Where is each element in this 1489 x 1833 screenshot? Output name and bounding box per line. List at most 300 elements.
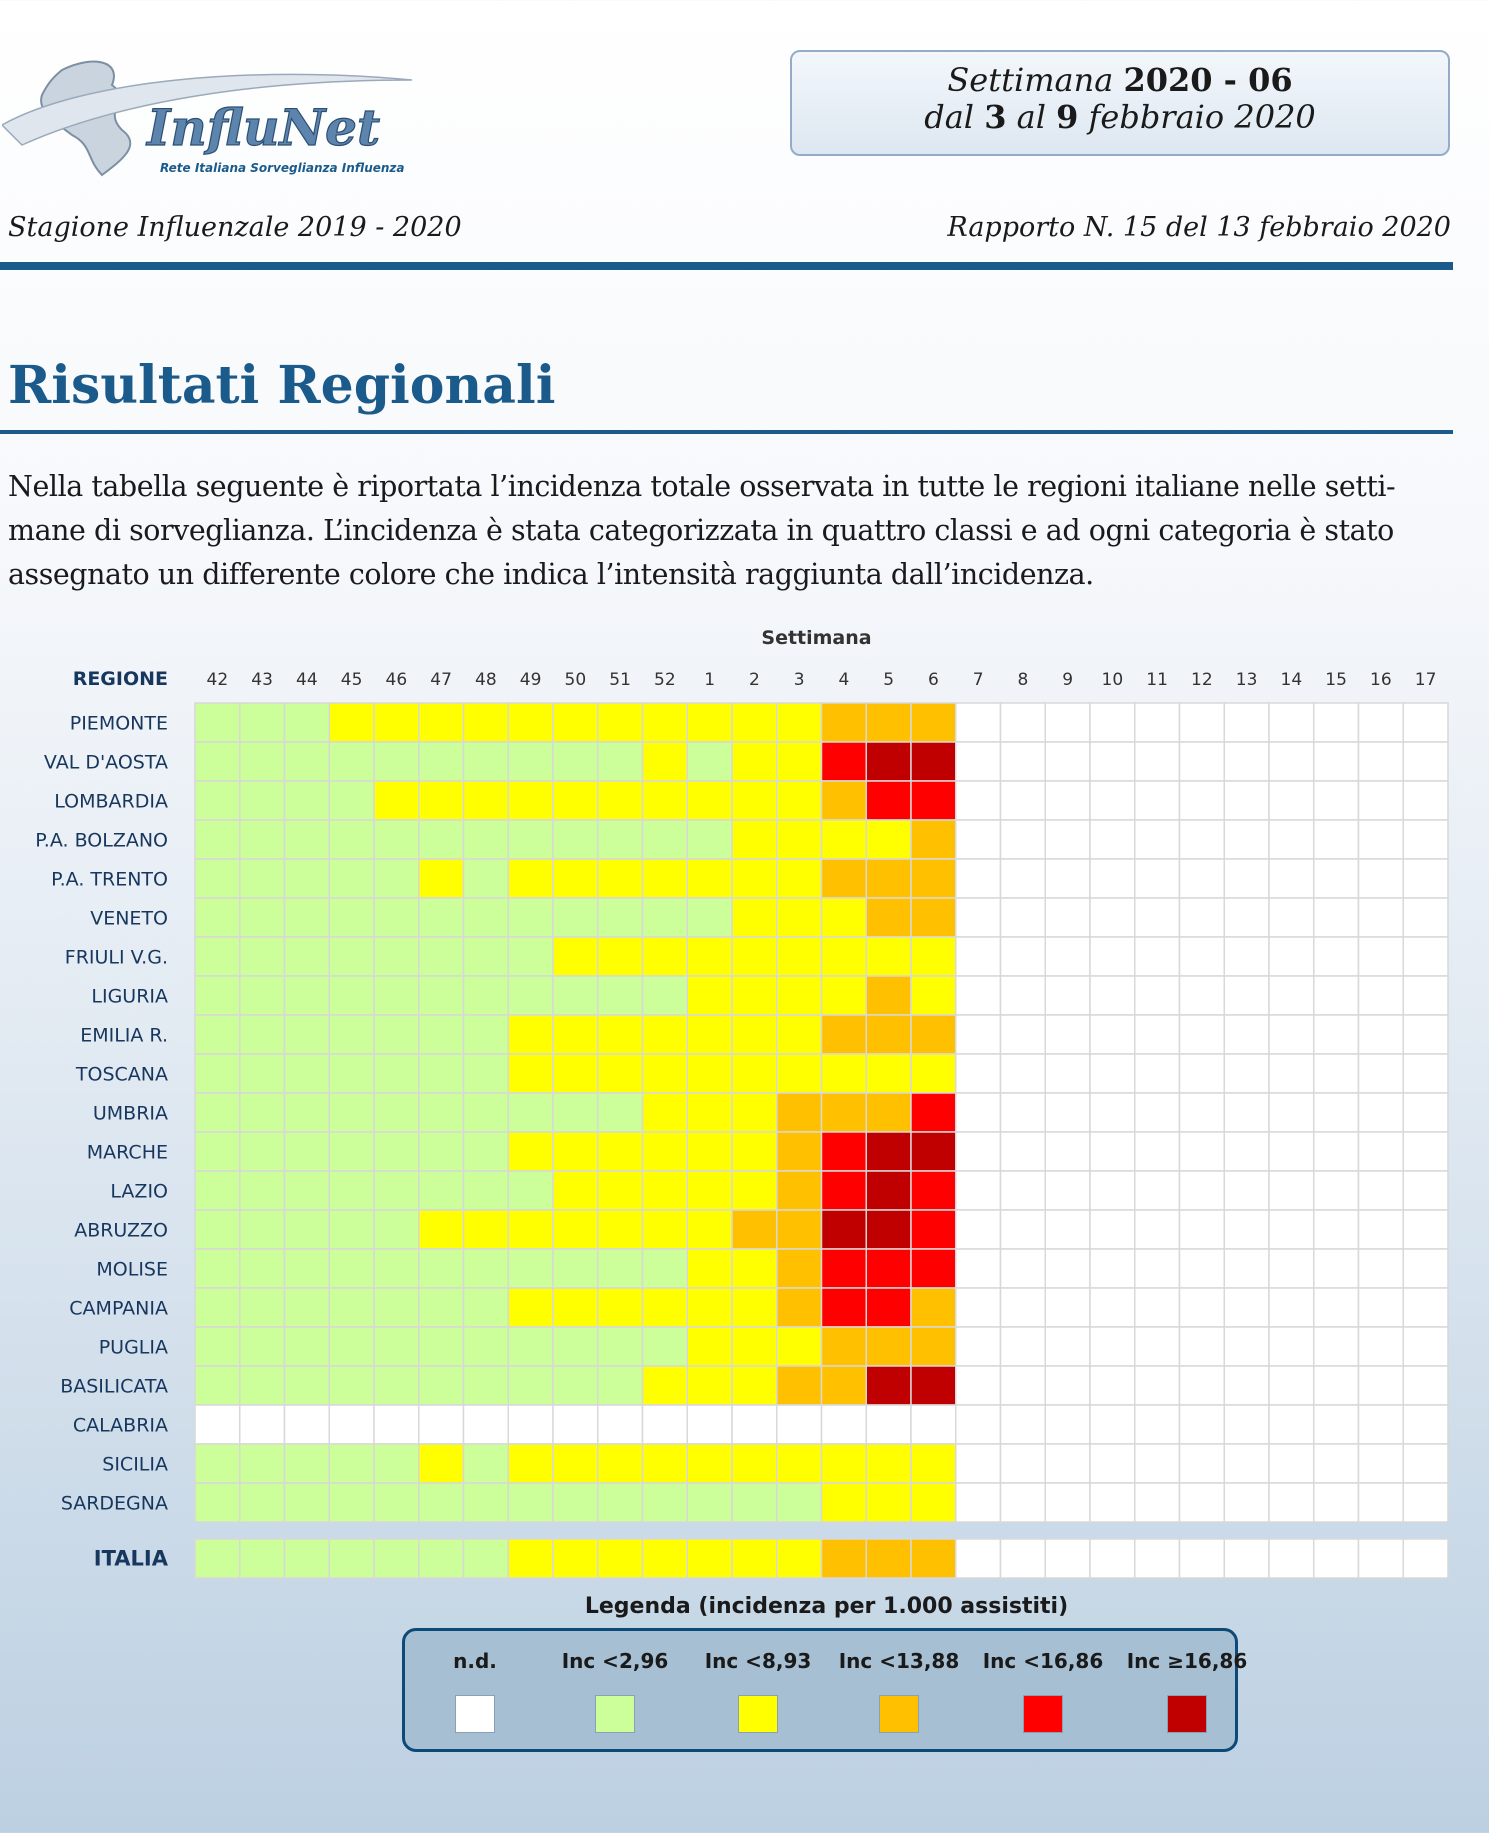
heatmap-cell: [956, 1210, 1001, 1249]
heatmap-cell: [956, 742, 1001, 781]
heatmap-cell: [866, 1093, 911, 1132]
week-label: 6: [927, 670, 939, 690]
heatmap-cell: [1001, 937, 1046, 976]
heatmap-cell: [1045, 1249, 1090, 1288]
heatmap-cell: [1224, 1015, 1269, 1054]
heatmap-cell: [866, 820, 911, 859]
heatmap-cell: [643, 976, 688, 1015]
heatmap-cell: [643, 1539, 688, 1578]
heatmap-cell: [329, 1210, 374, 1249]
heatmap-cell: [1045, 1054, 1090, 1093]
heatmap-cell: [911, 1366, 956, 1405]
heatmap-cell: [419, 703, 464, 742]
heatmap-cell: [1403, 1015, 1448, 1054]
heatmap-cell: [508, 859, 553, 898]
heatmap-cell: [687, 742, 732, 781]
heatmap-cell: [777, 820, 822, 859]
heatmap-cell: [956, 1327, 1001, 1366]
heatmap-cell: [464, 1171, 509, 1210]
heatmap-cell: [553, 1210, 598, 1249]
heatmap-cell: [866, 1539, 911, 1578]
week-label: 47: [430, 670, 452, 690]
heatmap-cell: [464, 1132, 509, 1171]
heatmap-cell: [464, 1327, 509, 1366]
heatmap-cell: [508, 937, 553, 976]
influnet-logo: [2, 50, 422, 190]
heatmap-cell: [419, 937, 464, 976]
heatmap-cell: [1180, 781, 1225, 820]
heatmap-cell: [464, 859, 509, 898]
heatmap-cell: [1090, 703, 1135, 742]
heatmap-cell: [374, 1444, 419, 1483]
heatmap-cell: [866, 937, 911, 976]
heatmap-cell: [911, 781, 956, 820]
region-label: PUGLIA: [98, 1336, 168, 1359]
heatmap-cell: [598, 1483, 643, 1522]
heatmap-cell: [195, 703, 240, 742]
heatmap-cell: [822, 1444, 867, 1483]
heatmap-cell: [464, 898, 509, 937]
heatmap-cell: [195, 1015, 240, 1054]
row-header: REGIONE: [72, 668, 168, 690]
heatmap-cell: [911, 1327, 956, 1366]
heatmap-cell: [1001, 976, 1046, 1015]
heatmap-cell: [1224, 937, 1269, 976]
heatmap-cell: [1269, 1249, 1314, 1288]
heatmap-cell: [1001, 820, 1046, 859]
heatmap-cell: [508, 703, 553, 742]
heatmap-cell: [1269, 1327, 1314, 1366]
heatmap-cell: [732, 1288, 777, 1327]
week-label: 1: [704, 670, 716, 690]
heatmap-cell: [419, 820, 464, 859]
heatmap-cell: [1224, 1366, 1269, 1405]
heatmap-cell: [643, 1249, 688, 1288]
brand-subtitle: Rete Italiana Sorveglianza Influenza: [160, 161, 405, 175]
heatmap-cell: [598, 1405, 643, 1444]
heatmap-cell: [553, 1327, 598, 1366]
heatmap-cell: [1180, 859, 1225, 898]
heatmap-cell: [1269, 937, 1314, 976]
heatmap-cell: [1314, 1327, 1359, 1366]
week-label: 10: [1101, 670, 1124, 690]
week-label: 3: [793, 670, 805, 690]
heatmap-cell: [732, 1327, 777, 1366]
heatmap-cell: [374, 742, 419, 781]
heatmap-cell: [956, 1132, 1001, 1171]
heatmap-cell: [1135, 1249, 1180, 1288]
heatmap-cell: [1090, 820, 1135, 859]
heatmap-cell: [687, 820, 732, 859]
heatmap-cell: [508, 1444, 553, 1483]
heatmap-cell: [195, 859, 240, 898]
heatmap-cell: [822, 1015, 867, 1054]
heatmap-cell: [1045, 859, 1090, 898]
heatmap-cell: [1359, 1327, 1404, 1366]
heatmap-cell: [553, 742, 598, 781]
heatmap-cell: [1314, 742, 1359, 781]
region-label: EMILIA R.: [80, 1024, 168, 1047]
heatmap-cell: [687, 859, 732, 898]
heatmap-cell: [1224, 781, 1269, 820]
heatmap-cell: [1001, 703, 1046, 742]
heatmap-cell: [956, 703, 1001, 742]
heatmap-cell: [598, 742, 643, 781]
heatmap-cell: [195, 1132, 240, 1171]
heatmap-cell: [553, 1288, 598, 1327]
heatmap-cell: [732, 898, 777, 937]
heatmap-cell: [643, 1405, 688, 1444]
heatmap-cell: [240, 1132, 285, 1171]
heatmap-cell: [1045, 937, 1090, 976]
heatmap-cell: [598, 898, 643, 937]
heatmap-cell: [643, 1132, 688, 1171]
heatmap-cell: [1269, 1405, 1314, 1444]
heatmap-cell: [956, 1015, 1001, 1054]
heatmap-cell: [777, 1483, 822, 1522]
heatmap-cell: [822, 1483, 867, 1522]
heatmap-cell: [911, 859, 956, 898]
heatmap-cell: [822, 1249, 867, 1288]
heatmap-cell: [1359, 820, 1404, 859]
heatmap-cell: [956, 820, 1001, 859]
heatmap-cell: [553, 1539, 598, 1578]
legend-swatch: [738, 1695, 778, 1733]
heatmap-cell: [1314, 1171, 1359, 1210]
heatmap-cell: [1359, 1054, 1404, 1093]
heatmap-cell: [195, 976, 240, 1015]
heatmap-cell: [285, 859, 330, 898]
heatmap-cell: [553, 1249, 598, 1288]
legend-label: Inc <16,86: [982, 1649, 1104, 1673]
heatmap-cell: [956, 937, 1001, 976]
heatmap-cell: [866, 703, 911, 742]
heatmap-cell: [643, 1483, 688, 1522]
heatmap-cell: [1359, 976, 1404, 1015]
heatmap-cell: [822, 1171, 867, 1210]
heatmap-cell: [464, 1093, 509, 1132]
heatmap-cell: [464, 1054, 509, 1093]
heatmap-cell: [553, 1171, 598, 1210]
heatmap-cell: [285, 1444, 330, 1483]
total-row-label: ITALIA: [93, 1546, 168, 1571]
heatmap-cell: [1314, 1132, 1359, 1171]
heatmap-cell: [195, 820, 240, 859]
heatmap-cell: [285, 1015, 330, 1054]
heatmap-cell: [508, 1483, 553, 1522]
heatmap-cell: [777, 859, 822, 898]
heatmap-cell: [1314, 1483, 1359, 1522]
heatmap-cell: [822, 859, 867, 898]
heatmap-cell: [866, 1210, 911, 1249]
heatmap-cell: [866, 742, 911, 781]
heatmap-cell: [508, 1210, 553, 1249]
heatmap-cell: [643, 1054, 688, 1093]
heatmap-cell: [1090, 1539, 1135, 1578]
heatmap-cell: [419, 1483, 464, 1522]
heatmap-cell: [1314, 1288, 1359, 1327]
heatmap-cell: [956, 1539, 1001, 1578]
heatmap-cell: [1314, 1539, 1359, 1578]
heatmap-cell: [374, 1366, 419, 1405]
heatmap-cell: [732, 937, 777, 976]
region-label: UMBRIA: [92, 1102, 168, 1125]
heatmap-cell: [285, 976, 330, 1015]
heatmap-cell: [1045, 1539, 1090, 1578]
heatmap-cell: [1135, 1054, 1180, 1093]
legend: [402, 1628, 1248, 1752]
heatmap-cell: [1359, 937, 1404, 976]
heatmap-cell: [553, 1405, 598, 1444]
heatmap-cell: [285, 742, 330, 781]
heatmap-cell: [1001, 742, 1046, 781]
heatmap-cell: [195, 1054, 240, 1093]
heatmap-cell: [1090, 1366, 1135, 1405]
heatmap-cell: [195, 1539, 240, 1578]
heatmap-cell: [508, 1171, 553, 1210]
heatmap-cell: [956, 1171, 1001, 1210]
heatmap-cell: [1403, 1093, 1448, 1132]
heatmap-cell: [866, 1483, 911, 1522]
heatmap-cell: [1001, 781, 1046, 820]
heatmap-cell: [195, 1483, 240, 1522]
heatmap-cell: [1180, 1093, 1225, 1132]
heatmap-cell: [1403, 703, 1448, 742]
week-label: 43: [251, 670, 273, 690]
heatmap-cell: [687, 976, 732, 1015]
heatmap-cell: [419, 859, 464, 898]
heatmap-cell: [1224, 820, 1269, 859]
heatmap-cell: [1359, 1288, 1404, 1327]
heatmap-cell: [464, 1249, 509, 1288]
heatmap-cell: [374, 820, 419, 859]
heatmap-cell: [598, 781, 643, 820]
heatmap-cell: [1180, 1539, 1225, 1578]
heatmap-cell: [419, 1171, 464, 1210]
heatmap-cell: [195, 937, 240, 976]
heatmap-cell: [240, 976, 285, 1015]
chart-title: Settimana: [761, 627, 872, 649]
heatmap-cell: [911, 898, 956, 937]
heatmap-cell: [1403, 1483, 1448, 1522]
heatmap-cell: [374, 859, 419, 898]
heatmap-cell: [1224, 898, 1269, 937]
heatmap-cell: [1314, 937, 1359, 976]
heatmap-cell: [911, 1539, 956, 1578]
report-label: Rapporto N. 15 del 13 febbraio 2020: [947, 212, 1451, 243]
heatmap-cell: [374, 1405, 419, 1444]
heatmap-cell: [1359, 781, 1404, 820]
heatmap-cell: [866, 1366, 911, 1405]
heatmap-cell: [419, 781, 464, 820]
heatmap-cell: [732, 1171, 777, 1210]
heatmap-cell: [419, 1093, 464, 1132]
heatmap-cell: [553, 781, 598, 820]
heatmap-cell: [1180, 1444, 1225, 1483]
heatmap-cell: [1045, 1366, 1090, 1405]
heatmap-cell: [374, 1288, 419, 1327]
heatmap-cell: [329, 820, 374, 859]
heatmap-cell: [240, 1093, 285, 1132]
heatmap-cell: [1403, 1210, 1448, 1249]
heatmap-cell: [1180, 1405, 1225, 1444]
heatmap-cell: [1090, 1483, 1135, 1522]
week-label: 11: [1146, 670, 1168, 690]
heatmap-cell: [240, 703, 285, 742]
heatmap-cell: [732, 1210, 777, 1249]
heatmap-cell: [1359, 1405, 1404, 1444]
heatmap-cell: [195, 1210, 240, 1249]
heatmap-cell: [508, 1015, 553, 1054]
heatmap-cell: [598, 1171, 643, 1210]
heatmap-cell: [1045, 976, 1090, 1015]
heatmap-cell: [464, 820, 509, 859]
heatmap-cell: [553, 1093, 598, 1132]
heatmap-cell: [732, 1483, 777, 1522]
heatmap-cell: [1090, 1405, 1135, 1444]
legend-swatch: [1023, 1695, 1063, 1733]
heatmap-cell: [822, 703, 867, 742]
heatmap-cell: [1001, 1366, 1046, 1405]
heatmap-cell: [1359, 1444, 1404, 1483]
heatmap-cell: [464, 1366, 509, 1405]
heatmap-cell: [1135, 1132, 1180, 1171]
week-label: 5: [883, 670, 895, 690]
heatmap-cell: [464, 1015, 509, 1054]
heatmap-cell: [911, 1171, 956, 1210]
heatmap-cell: [1224, 1132, 1269, 1171]
heatmap-cell: [598, 1249, 643, 1288]
heatmap-cell: [240, 1539, 285, 1578]
heatmap-cell: [1001, 898, 1046, 937]
heatmap-cell: [1180, 1171, 1225, 1210]
heatmap-cell: [1269, 859, 1314, 898]
heatmap-cell: [911, 937, 956, 976]
heatmap-cell: [777, 976, 822, 1015]
heatmap-cell: [956, 1366, 1001, 1405]
heatmap-cell: [329, 859, 374, 898]
week-label: 17: [1414, 670, 1437, 690]
heatmap-cell: [464, 1539, 509, 1578]
heatmap-cell: [374, 1483, 419, 1522]
heatmap-cell: [419, 1015, 464, 1054]
heatmap-cell: [822, 1405, 867, 1444]
heatmap-cell: [777, 898, 822, 937]
heatmap-cell: [598, 1444, 643, 1483]
heatmap-cell: [508, 1327, 553, 1366]
heatmap-cell: [732, 1366, 777, 1405]
heatmap-cell: [1314, 781, 1359, 820]
heatmap-cell: [911, 820, 956, 859]
heatmap-cell: [240, 937, 285, 976]
heatmap-cell: [508, 1405, 553, 1444]
heatmap-cell: [464, 1210, 509, 1249]
heatmap-cell: [1224, 703, 1269, 742]
heatmap-cell: [1135, 976, 1180, 1015]
heatmap-cell: [285, 1054, 330, 1093]
heatmap-cell: [1403, 1249, 1448, 1288]
heatmap-cell: [687, 1539, 732, 1578]
heatmap-cell: [1269, 1054, 1314, 1093]
heatmap-cell: [1045, 1132, 1090, 1171]
week-label: 42: [206, 670, 229, 690]
heatmap-cell: [1224, 1093, 1269, 1132]
heatmap-cell: [598, 937, 643, 976]
heatmap-cell: [643, 1366, 688, 1405]
heatmap-cell: [598, 1015, 643, 1054]
heatmap-cell: [419, 1539, 464, 1578]
heatmap-cell: [329, 1132, 374, 1171]
heatmap-cell: [419, 1132, 464, 1171]
heatmap-cell: [508, 898, 553, 937]
heatmap-cell: [553, 1054, 598, 1093]
heatmap-cell: [1269, 1015, 1314, 1054]
heatmap-cell: [643, 1210, 688, 1249]
heatmap-cell: [1045, 1093, 1090, 1132]
heatmap-cell: [508, 742, 553, 781]
heatmap-cell: [240, 1366, 285, 1405]
heatmap-cell: [1090, 1210, 1135, 1249]
heatmap-cell: [777, 1249, 822, 1288]
heatmap-cell: [687, 1132, 732, 1171]
heatmap-cell: [1135, 1288, 1180, 1327]
legend-item: [829, 1649, 969, 1733]
region-label: BASILICATA: [60, 1375, 168, 1398]
heatmap-cell: [464, 937, 509, 976]
heatmap-cell: [329, 1015, 374, 1054]
heatmap-cell: [240, 1249, 285, 1288]
heatmap-cell: [285, 1327, 330, 1366]
heatmap-cell: [822, 1132, 867, 1171]
heatmap-cell: [911, 1249, 956, 1288]
heatmap-cell: [329, 1249, 374, 1288]
heatmap-cell: [598, 703, 643, 742]
heatmap-cell: [419, 1366, 464, 1405]
legend-item: [545, 1649, 685, 1733]
heatmap-cell: [643, 820, 688, 859]
heatmap-cell: [285, 820, 330, 859]
heatmap-cell: [777, 742, 822, 781]
heatmap-cell: [240, 1288, 285, 1327]
heatmap-cell: [1269, 1483, 1314, 1522]
heatmap-cell: [1224, 1444, 1269, 1483]
heatmap-cell: [1359, 1210, 1404, 1249]
heatmap-cell: [240, 1327, 285, 1366]
heatmap-cell: [285, 1171, 330, 1210]
heatmap-cell: [1269, 820, 1314, 859]
heatmap-cell: [553, 937, 598, 976]
heatmap-cell: [1135, 781, 1180, 820]
heatmap-cell: [598, 820, 643, 859]
heatmap-cell: [1403, 859, 1448, 898]
heatmap-cell: [598, 1366, 643, 1405]
heatmap-cell: [1045, 820, 1090, 859]
heatmap-cell: [374, 1015, 419, 1054]
heatmap-cell: [195, 1327, 240, 1366]
heatmap-cell: [1269, 1093, 1314, 1132]
heatmap-cell: [1135, 742, 1180, 781]
heatmap-cell: [598, 1288, 643, 1327]
heatmap-cell: [195, 1288, 240, 1327]
heatmap-cell: [1001, 1539, 1046, 1578]
heatmap-cell: [687, 1171, 732, 1210]
heatmap-cell: [643, 1327, 688, 1366]
heatmap-cell: [956, 976, 1001, 1015]
heatmap-cell: [1180, 898, 1225, 937]
heatmap-cell: [822, 820, 867, 859]
heatmap-cell: [1045, 781, 1090, 820]
heatmap-cell: [329, 1093, 374, 1132]
